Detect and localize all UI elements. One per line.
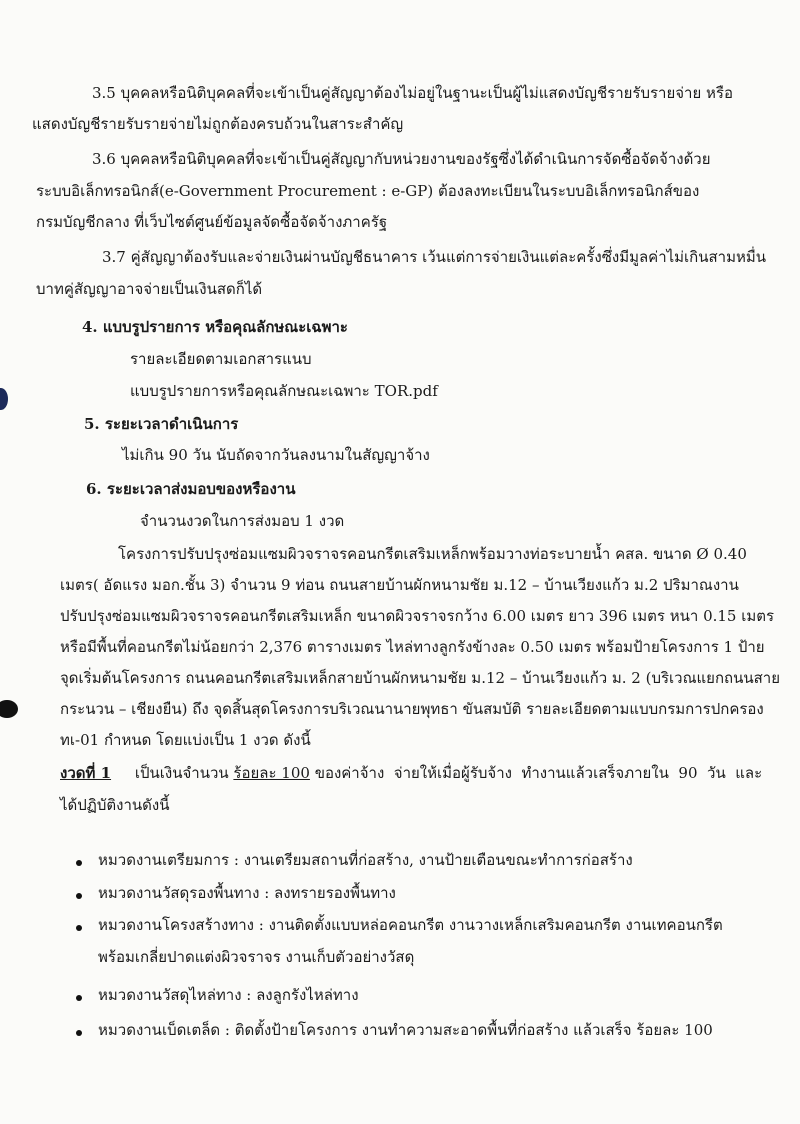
clause-3-6-line-3: กรมบัญชีกลาง ที่เว็บไซต์ศูนย์ข้อมูลจัดซื้อจัดจ้างภาครัฐ (36, 213, 388, 231)
bullet-icon (76, 860, 82, 866)
clause-3-7-line-1: 3.7 คู่สัญญาต้องรับและจ่ายเงินผ่านบัญชีธนาคาร เว้นแต่การจ่ายเงินแต่ละครั้งซึ่งมีมูลค่าไม่เกินสามหมื่น (102, 248, 767, 266)
section-5-line-1: ไม่เกิน 90 วัน นับถัดจากวันลงนามในสัญญาจ้าง (122, 446, 430, 464)
section-5-heading: 5. ระยะเวลาดำเนินการ (84, 415, 239, 433)
project-paragraph-line-2: เมตร( อัดแรง มอก.ชั้น 3) จำนวน 9 ท่อน ถนนสายบ้านผักหนามชัย ม.12 – บ้านเวียงแก้ว ม.2 ปริมาณงาน (60, 576, 739, 594)
installment-1-text-pre: เป็นเงินจำนวน (111, 764, 234, 782)
section-4-attachment-link[interactable]: แบบรูปรายการหรือคุณลักษณะเฉพาะ TOR.pdf (130, 382, 438, 400)
bullet-icon (76, 995, 82, 1001)
work-item-structure-line-2: พร้อมเกลี่ยปาดแต่งผิวจราจร งานเก็บตัวอย่างวัสดุ (98, 948, 415, 966)
work-item-subbase: หมวดงานวัสดุรองพื้นทาง : ลงทรายรองพื้นทาง (98, 884, 396, 902)
bullet-icon (76, 1030, 82, 1036)
project-paragraph-line-5: จุดเริ่มต้นโครงการ ถนนคอนกรีตเสริมเหล็กสายบ้านผักหนามชัย ม.12 – บ้านเวียงแก้ว ม. 2 (บริเวณแยกถนนสาย (60, 669, 781, 687)
installment-1-label: งวดที่ 1 (60, 764, 112, 782)
work-item-shoulder: หมวดงานวัสดุไหล่ทาง : ลงลูกรังไหล่ทาง (98, 986, 359, 1004)
project-paragraph-line-4: หรือมีพื้นที่คอนกรีตไม่น้อยกว่า 2,376 ตารางเมตร ไหล่ทางลูกรังข้างละ 0.50 เมตร พร้อมป้ายโครงการ 1 ป้าย (60, 638, 765, 656)
hole-punch-mark-middle (0, 700, 18, 718)
bullet-icon (76, 893, 82, 899)
section-4-line-1: รายละเอียดตามเอกสารแนบ (130, 350, 312, 368)
project-paragraph-line-1: โครงการปรับปรุงซ่อมแซมผิวจราจรคอนกรีตเสริมเหล็กพร้อมวางท่อระบายน้ำ คสล. ขนาด Ø 0.40 (118, 545, 747, 563)
work-item-preparation: หมวดงานเตรียมการ : งานเตรียมสถานที่ก่อสร้าง, งานป้ายเตือนขณะทำการก่อสร้าง (98, 851, 633, 869)
bullet-icon (76, 925, 82, 931)
clause-3-5-line-2: แสดงบัญชีรายรับรายจ่ายไม่ถูกต้องครบถ้วนในสาระสำคัญ (32, 115, 404, 133)
clause-3-6-line-2: ระบบอิเล็กทรอนิกส์(e-Government Procurement : e-GP) ต้องลงทะเบียนในระบบอิเล็กทรอนิกส์ของ (36, 182, 700, 200)
installment-1-line-1 (60, 762, 762, 784)
section-6-line-1: จำนวนงวดในการส่งมอบ 1 งวด (140, 512, 345, 530)
hole-punch-mark-top (0, 388, 8, 410)
project-paragraph-line-7: ทเ-01 กำหนด โดยแบ่งเป็น 1 งวด ดังนี้ (60, 731, 311, 749)
work-item-miscellaneous: หมวดงานเบ็ดเตล็ด : ติดตั้งป้ายโครงการ งานทำความสะอาดพื้นที่ก่อสร้าง แล้วเสร็จ ร้อยละ 100 (98, 1021, 713, 1039)
installment-1-text-post: ของค่าจ้าง จ่ายให้เมื่อผู้รับจ้าง ทำงานแล้วเสร็จภายใน 90 วัน และ (309, 764, 763, 782)
clause-3-7-line-2: บาทคู่สัญญาอาจจ่ายเป็นเงินสดก็ได้ (36, 280, 263, 298)
installment-1-percent: ร้อยละ 100 (233, 764, 310, 782)
clause-3-6-line-1: 3.6 บุคคลหรือนิติบุคคลที่จะเข้าเป็นคู่สัญญากับหน่วยงานของรัฐซึ่งได้ดำเนินการจัดซื้อจัดจ้างด้วย (92, 150, 711, 168)
installment-1-line-2: ได้ปฏิบัติงานดังนี้ (60, 796, 170, 814)
clause-3-5-line-1: 3.5 บุคคลหรือนิติบุคคลที่จะเข้าเป็นคู่สัญญาต้องไม่อยู่ในฐานะเป็นผู้ไม่แสดงบัญชีรายรับรายจ่าย หรือ (92, 84, 733, 102)
project-paragraph-line-6: กระนวน – เชียงยืน) ถึง จุดสิ้นสุดโครงการบริเวณนานายพุทธา ขันสมบัติ รายละเอียดตามแบบกรมการปกครอง (60, 700, 764, 718)
project-paragraph-line-3: ปรับปรุงซ่อมแซมผิวจราจรคอนกรีตเสริมเหล็ก ขนาดผิวจราจรกว้าง 6.00 เมตร ยาว 396 เมตร หนา 0.15 เมตร (60, 607, 775, 625)
work-item-structure-line-1: หมวดงานโครงสร้างทาง : งานติดตั้งแบบหล่อคอนกรีต งานวางเหล็กเสริมคอนกรีต งานเทคอนกรีต (98, 916, 723, 934)
section-6-heading: 6. ระยะเวลาส่งมอบของหรืองาน (86, 480, 296, 498)
section-4-heading: 4. แบบรูปรายการ หรือคุณลักษณะเฉพาะ (82, 318, 348, 336)
